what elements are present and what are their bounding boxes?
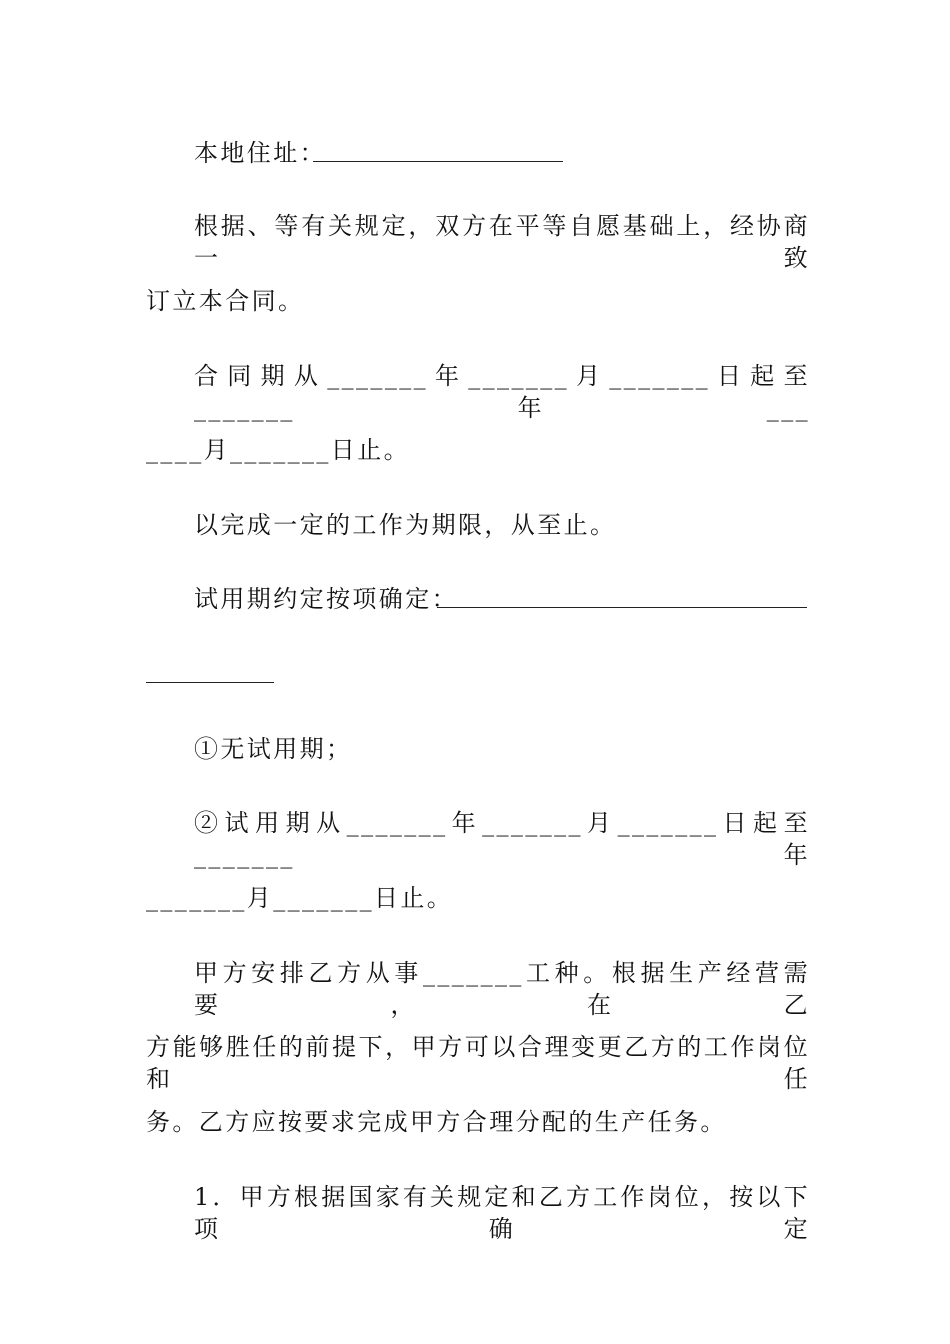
contract-basis-paragraph-line-1: 根据、等有关规定，双方在平等自愿基础上，经协商一致: [194, 212, 810, 272]
probation-agreement-label: 试用期约定按项确定：: [194, 585, 458, 613]
contract-term-line-1: 合同期从_______年_______月_______日起至_______年___: [194, 362, 810, 422]
local-address-label: 本地住址：: [194, 139, 326, 167]
clause-1-line: 1．甲方根据国家有关规定和乙方工作岗位，按以下项确定: [194, 1183, 810, 1243]
job-assignment-line-1: 甲方安排乙方从事_______工种。根据生产经营需要，在乙: [194, 959, 810, 1019]
contract-term-line-2: ____月_______日止。: [146, 436, 410, 464]
probation-agreement-blank-1: [437, 607, 807, 608]
contract-basis-paragraph-line-2: 订立本合同。: [146, 287, 305, 315]
work-completion-term-line: 以完成一定的工作为期限，从至止。: [194, 511, 617, 539]
probation-period-line-1: ②试用期从_______年_______月_______日起至_______年: [194, 809, 810, 869]
job-assignment-line-3: 务。乙方应按要求完成甲方合理分配的生产任务。: [146, 1108, 727, 1136]
local-address-blank: [313, 161, 563, 162]
probation-period-line-2: _______月_______日止。: [146, 884, 454, 912]
probation-agreement-blank-2: [146, 682, 274, 683]
no-probation-option: ①无试用期；: [194, 735, 353, 763]
job-assignment-line-2: 方能够胜任的前提下，甲方可以合理变更乙方的工作岗位和任: [146, 1033, 810, 1093]
